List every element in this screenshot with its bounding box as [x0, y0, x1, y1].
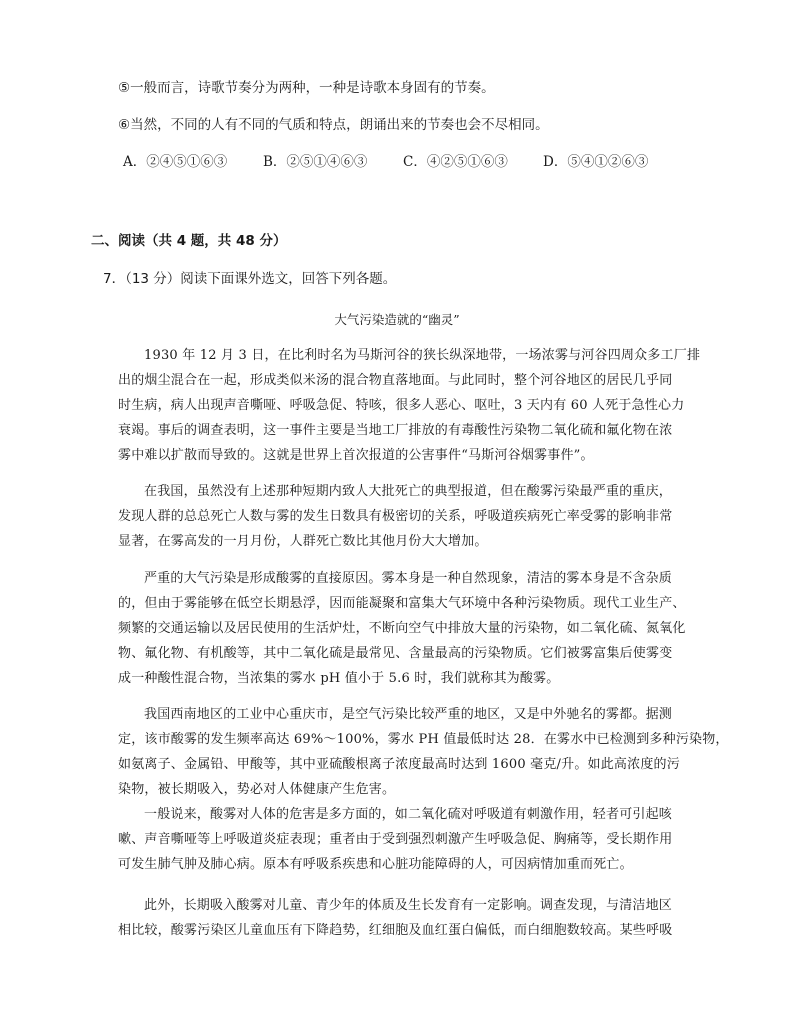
paragraph-line: 1930 年 12 月 3 日，在比利时名为马斯河谷的狭长纵深地带，一场浓雾与河谷四周众多工厂排	[144, 348, 701, 363]
sentence-6: ⑥当然，不同的人有不同的气质和特点，朗诵出来的节奏也会不尽相同。	[118, 117, 549, 133]
paragraph-line: 如氨离子、金属铅、甲酸等，其中亚硫酸根离子浓度最高时达到 1600 毫克/升。如此高浓度的污	[118, 757, 680, 772]
paragraph-line: 定，该市酸雾的发生频率高达 69%～100%，雾水 PH 值最低时达 28．在雾水中已检测到多种污染物，	[118, 732, 729, 747]
paragraph-line: 成一种酸性混合物，当浓集的雾水 pH 值小于 5.6 时，我们就称其为酸雾。	[118, 671, 560, 686]
paragraph-line: 显著，在雾高发的一月月份，人群死亡数比其他月份大大增加。	[118, 534, 488, 549]
article-paragraph-1	[118, 343, 708, 468]
paragraph-line: 一般说来，酸雾对人体的危害是多方面的，如二氧化硫对呼吸道有刺激作用，轻者可引起咳	[144, 807, 673, 822]
sentence-5: ⑤一般而言，诗歌节奏分为两种，一种是诗歌本身固有的节奏。	[118, 80, 495, 96]
option-d: D．⑤④①②⑥③	[543, 154, 649, 170]
article-paragraph-5	[118, 802, 708, 877]
paragraph-line: 可发生肺气肿及肺心病。原本有呼吸系疾患和心脏功能障碍的人，可因病情加重而死亡。	[118, 857, 633, 872]
question-7-prompt: 7．（13 分）阅读下面课外选文，回答下列各题。	[103, 271, 397, 287]
option-b: B．②⑤①④⑥③	[263, 154, 368, 170]
paragraph-line: 出的烟尘混合在一起，形成类似米汤的混合物直落地面。与此同时，整个河谷地区的居民几乎同	[118, 373, 673, 388]
paragraph-line: 嗽、声音嘶哑等上呼吸道炎症表现；重者由于受到强烈刺激产生呼吸急促、胸痛等，受长期作用	[118, 832, 673, 847]
article-title: 大气污染造就的“幽灵”	[334, 312, 460, 327]
article-paragraph-3	[118, 566, 708, 691]
paragraph-line: 在我国，虽然没有上述那种短期内致人大批死亡的典型报道，但在酸雾污染最严重的重庆，	[144, 484, 673, 499]
option-a: A．②④⑤①⑥③	[123, 154, 228, 170]
paragraph-line: 发现人群的总总死亡人数与雾的发生日数具有极密切的关系，呼吸道疾病死亡率受雾的影响非常	[118, 509, 673, 524]
article-paragraph-2	[118, 479, 708, 554]
paragraph-line: 严重的大气污染是形成酸雾的直接原因。雾本身是一种自然现象，清洁的雾本身是不含杂质	[144, 571, 673, 586]
paragraph-line: 物、氟化物、有机酸等，其中二氧化硫是最常见、含量最高的污染物质。它们被雾富集后使雾变	[118, 646, 673, 661]
paragraph-line: 雾中难以扩散而导致的。这就是世界上首次报道的公害事件“马斯河谷烟雾事件”。	[118, 448, 594, 463]
paragraph-line: 我国西南地区的工业中心重庆市，是空气污染比较严重的地区，又是中外驰名的雾都。据测	[144, 707, 673, 722]
paragraph-line: 此外，长期吸入酸雾对儿童、青少年的体质及生长发育有一定影响。调查发现，与清洁地区	[144, 898, 673, 913]
option-c: C．④②⑤①⑥③	[403, 154, 508, 170]
paragraph-line: 衰竭。事后的调查表明，这一事件主要是当地工厂排放的有毒酸性污染物二氧化硫和氟化物在浓	[118, 423, 673, 438]
section-heading: 二、阅读（共 4 题，共 48 分）	[91, 233, 287, 249]
paragraph-line: 频繁的交通运输以及居民使用的生活炉灶，不断向空气中排放大量的污染物，如二氧化硫、氮氧化	[118, 621, 686, 636]
article-paragraph-4	[118, 702, 729, 802]
paragraph-line: 相比较，酸雾污染区儿童血压有下降趋势，红细胞及血红蛋白偏低，而白细胞数较高。某些呼吸	[118, 923, 673, 938]
paragraph-line: 的，但由于雾能够在低空长期悬浮，因而能凝聚和富集大气环境中各种污染物质。现代工业生产、	[118, 596, 686, 611]
paragraph-line: 时生病，病人出现声音嘶哑、呼吸急促、特咳，很多人恶心、呕吐，3 天内有 60 人死于急性心力	[118, 398, 685, 413]
article-paragraph-6	[118, 893, 708, 943]
paragraph-line: 染物，被长期吸入，势必对人体健康产生危害。	[118, 782, 396, 797]
